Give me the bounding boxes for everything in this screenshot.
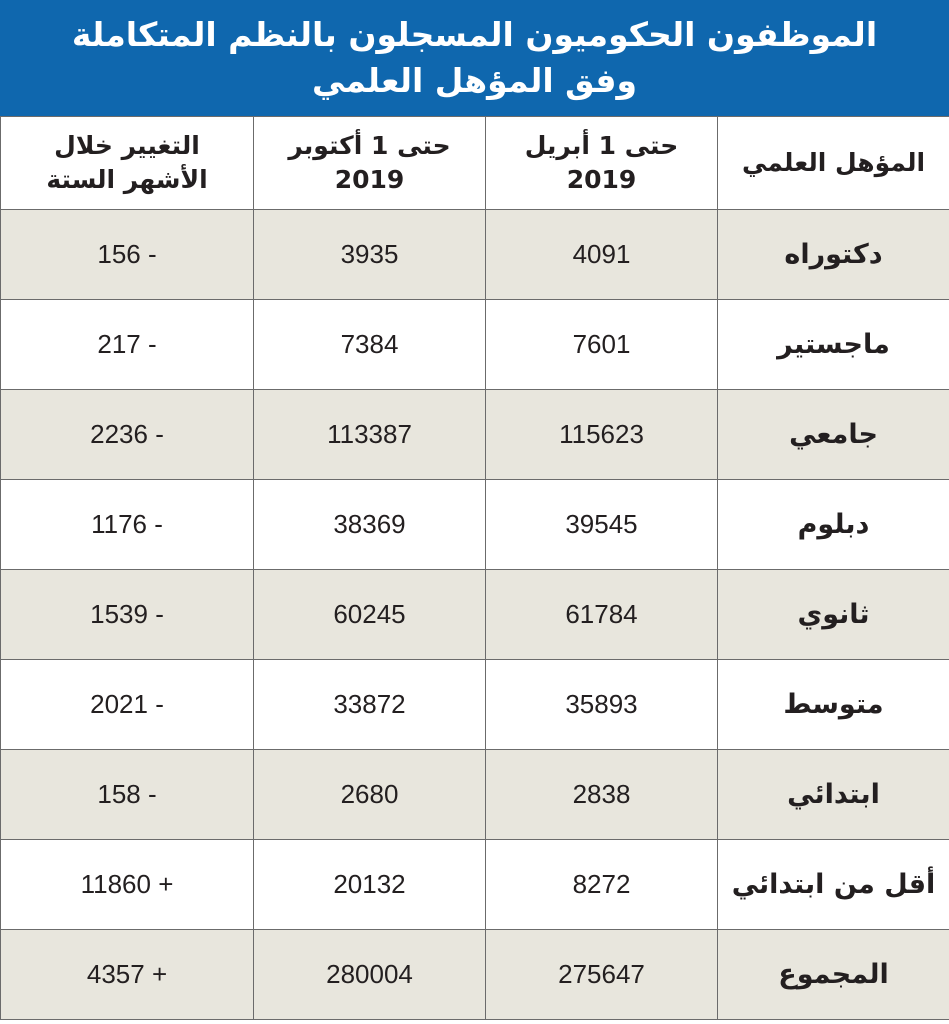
table-row-masters xyxy=(1,300,949,390)
table-row-primary xyxy=(1,750,949,840)
cell-october: 33872 xyxy=(254,660,486,750)
header-april-2019: حتى 1 أبريل 2019 xyxy=(486,117,718,210)
title-line-1: الموظفون الحكوميون المسجلون بالنظم المتكاملة xyxy=(71,15,878,54)
cell-april: 8272 xyxy=(486,840,718,930)
cell-october: 2680 xyxy=(254,750,486,840)
cell-april: 115623 xyxy=(486,390,718,480)
cell-change: 2021 - xyxy=(1,660,254,750)
cell-april: 39545 xyxy=(486,480,718,570)
cell-april: 35893 xyxy=(486,660,718,750)
table-row-diploma xyxy=(1,480,949,570)
cell-change: 2236 - xyxy=(1,390,254,480)
cell-qualification: دبلوم xyxy=(718,480,949,570)
header-change-six-months: التغيير خلال الأشهر الستة xyxy=(1,117,254,210)
cell-change: 1539 - xyxy=(1,570,254,660)
cell-october: 113387 xyxy=(254,390,486,480)
cell-october: 7384 xyxy=(254,300,486,390)
cell-october: 38369 xyxy=(254,480,486,570)
cell-qualification: دكتوراه xyxy=(718,210,949,300)
cell-october: 20132 xyxy=(254,840,486,930)
cell-april: 4091 xyxy=(486,210,718,300)
table-row-university xyxy=(1,390,949,480)
cell-qualification: جامعي xyxy=(718,390,949,480)
cell-october: 3935 xyxy=(254,210,486,300)
cell-qualification: متوسط xyxy=(718,660,949,750)
qualification-table xyxy=(0,116,949,1020)
table-row-intermediate xyxy=(1,660,949,750)
header-october-2019: حتى 1 أكتوبر 2019 xyxy=(254,117,486,210)
cell-april: 7601 xyxy=(486,300,718,390)
cell-april: 275647 xyxy=(486,930,718,1020)
cell-april: 2838 xyxy=(486,750,718,840)
cell-qualification: أقل من ابتدائي xyxy=(718,840,949,930)
cell-change: 1176 - xyxy=(1,480,254,570)
cell-qualification: ثانوي xyxy=(718,570,949,660)
header-qualification: المؤهل العلمي xyxy=(718,117,949,210)
cell-april: 61784 xyxy=(486,570,718,660)
cell-qualification: المجموع xyxy=(718,930,949,1020)
cell-qualification: ابتدائي xyxy=(718,750,949,840)
table-row-total xyxy=(1,930,949,1020)
cell-change: 156 - xyxy=(1,210,254,300)
cell-change: 158 - xyxy=(1,750,254,840)
table-row-secondary xyxy=(1,570,949,660)
header-row xyxy=(1,117,949,210)
cell-qualification: ماجستير xyxy=(718,300,949,390)
table-row-below-primary xyxy=(1,840,949,930)
cell-october: 60245 xyxy=(254,570,486,660)
cell-change: 11860 + xyxy=(1,840,254,930)
title-banner xyxy=(0,0,949,116)
title-line-2: وفق المؤهل العلمي xyxy=(312,61,638,100)
cell-change: 217 - xyxy=(1,300,254,390)
cell-october: 280004 xyxy=(254,930,486,1020)
table-row-doctorate xyxy=(1,210,949,300)
cell-change: 4357 + xyxy=(1,930,254,1020)
